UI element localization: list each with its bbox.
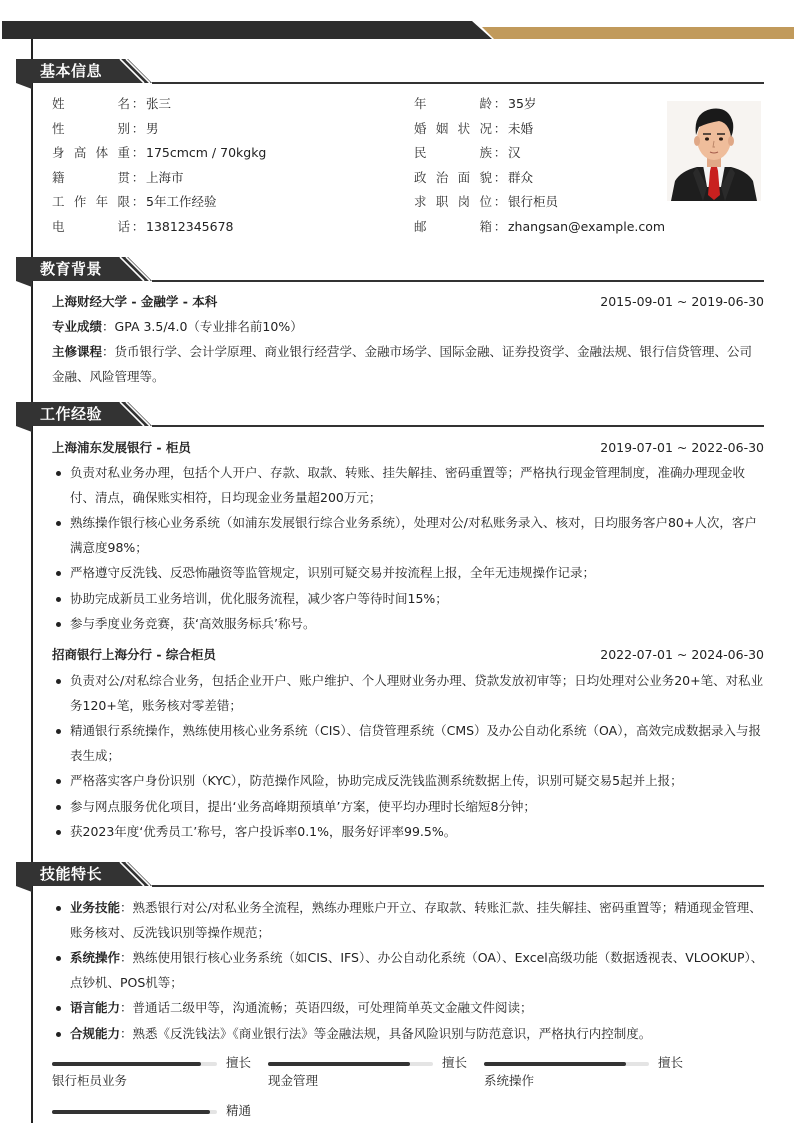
education-entry-header — [52, 292, 764, 312]
info-row-age: 年龄 ： 35岁 — [414, 96, 537, 111]
list-item: 精通银行系统操作，熟练使用核心业务系统（CIS）、信贷管理系统（CMS）及办公自动化系统（OA），高效完成数据录入与报表生成； — [52, 719, 764, 768]
section-header-skills — [16, 862, 764, 886]
work-date: 2022-07-01 ~ 2024-06-30 — [600, 647, 764, 662]
work-title: 上海浦东发展银行 - 柜员 — [52, 440, 191, 455]
list-item: 合规能力：熟悉《反洗钱法》《商业银行法》等金融法规，具备风险识别与防范意识，严格执行内控制度。 — [52, 1022, 764, 1047]
list-item: 语言能力：普通话二级甲等，沟通流畅；英语四级，可处理简单英文金融文件阅读； — [52, 996, 764, 1021]
section-title: 基本信息 — [40, 62, 103, 80]
section-header-work — [16, 402, 764, 426]
skill-label: 系统操作 — [484, 1073, 535, 1088]
skill-level: 擅长 — [442, 1055, 468, 1070]
list-item: 参与网点服务优化项目，提出‘业务高峰期预填单’方案，使平均办理时长缩短8分钟； — [52, 795, 764, 820]
list-item: 负责对私业务办理，包括个人开户、存款、取款、转账、挂失解挂、密码重置等；严格执行现金管理制度，准确办理现金收付、清点，确保账实相符，日均现金业务量超200万元； — [52, 461, 764, 510]
list-item: 参与季度业务竞赛，获‘高效服务标兵’称号。 — [52, 612, 764, 637]
info-row-hometown: 籍贯 ： 上海市 — [52, 170, 184, 185]
skill-label: 银行柜员业务 — [52, 1073, 128, 1088]
info-row-job-target: 求职岗位 ： 银行柜员 — [414, 194, 559, 209]
skill-level: 精通 — [226, 1103, 252, 1118]
section-title: 教育背景 — [40, 260, 103, 278]
work-bullets-1 — [52, 461, 764, 637]
section-divider — [152, 82, 764, 84]
education-courses — [52, 339, 764, 389]
list-item: 协助完成新员工业务培训，优化服务流程，减少客户等待时间15%； — [52, 587, 764, 612]
work-bullets-2 — [52, 669, 764, 845]
section-divider — [152, 280, 764, 282]
courses-value: ：货币银行学、会计学原理、商业银行经营学、金融市场学、国际金融、证券投资学、金融法规、银行信贷管理、公司金融、风险管理等。 — [52, 344, 753, 384]
skill-bar-fill — [268, 1062, 410, 1066]
list-item: 熟练操作银行核心业务系统（如浦东发展银行综合业务系统），处理对公/对私账务录入、核对，日均服务客户80+人次，客户满意度98%； — [52, 511, 764, 560]
skill-bar-teller — [52, 1056, 252, 1096]
gpa-value: ：GPA 3.5/4.0（专业排名前10%） — [102, 319, 303, 334]
skill-bar-fill — [52, 1110, 210, 1114]
skill-bar-4 — [52, 1104, 252, 1123]
section-header-basic-info — [16, 59, 764, 83]
work-date: 2019-07-01 ~ 2022-06-30 — [600, 440, 764, 455]
education-date: 2015-09-01 ~ 2019-06-30 — [600, 294, 764, 309]
avatar-photo — [667, 101, 761, 201]
gpa-label: 专业成绩 — [52, 319, 103, 334]
info-row-political-status: 政治面貌 ： 群众 — [414, 170, 534, 185]
education-title: 上海财经大学 - 金融学 - 本科 — [52, 294, 218, 309]
left-vertical-rule — [31, 39, 33, 1123]
diagonal-stripes-icon — [116, 257, 152, 281]
work-entry-header-1 — [52, 438, 764, 458]
diagonal-stripes-icon — [116, 59, 152, 83]
list-item: 严格落实客户身份识别（KYC），防范操作风险，协助完成反洗钱监测系统数据上传，识别可疑交易5起并上报； — [52, 769, 764, 794]
diagonal-stripes-icon — [116, 402, 152, 426]
skill-bar-fill — [52, 1062, 201, 1066]
list-item: 负责对公/对私综合业务，包括企业开户、账户维护、个人理财业务办理、贷款发放初审等；日均处理对公业务20+笔、对私业务120+笔，账务核对零差错； — [52, 669, 764, 718]
skill-bar-cash — [268, 1056, 468, 1096]
list-item: 严格遵守反洗钱、反恐怖融资等监管规定，识别可疑交易并按流程上报，全年无违规操作记录； — [52, 561, 764, 586]
header-bar-dark — [2, 21, 492, 39]
skill-bar-systems — [484, 1056, 684, 1096]
portrait-icon — [667, 101, 761, 201]
list-item: 系统操作：熟练使用银行核心业务系统（如CIS、IFS）、办公自动化系统（OA）、Excel高级功能（数据透视表、VLOOKUP）、点钞机、POS机等； — [52, 946, 764, 995]
work-title: 招商银行上海分行 - 综合柜员 — [52, 647, 216, 662]
info-row-gender: 性别 ： 男 — [52, 121, 159, 136]
skill-bar-track — [52, 1062, 217, 1066]
section-title: 工作经验 — [40, 405, 103, 423]
skill-bar-track — [484, 1062, 649, 1066]
skill-bar-track — [52, 1110, 217, 1114]
skills-bullets — [52, 896, 764, 1046]
info-row-work-years: 工作年限 ： 5年工作经验 — [52, 194, 217, 209]
skill-bar-track — [268, 1062, 433, 1066]
info-row-phone: 电话 ： 13812345678 — [52, 219, 234, 234]
skill-level: 擅长 — [658, 1055, 684, 1070]
info-row-height-weight: 身高体重 ： 175cmcm / 70kgkg — [52, 145, 267, 160]
section-header-education — [16, 257, 764, 281]
header-decoration-bar — [2, 21, 794, 39]
info-row-name: 姓名 ： 张三 — [52, 96, 172, 111]
courses-label: 主修课程 — [52, 344, 103, 359]
work-entry-header-2 — [52, 645, 764, 665]
info-row-marital-status: 婚姻状况 ： 未婚 — [414, 121, 534, 136]
list-item: 获2023年度‘优秀员工’称号，客户投诉率0.1%，服务好评率99.5%。 — [52, 820, 764, 845]
info-row-email: 邮箱 ： zhangsan@example.com — [414, 219, 666, 234]
section-divider — [152, 885, 764, 887]
skill-level: 擅长 — [226, 1055, 252, 1070]
list-item: 业务技能：熟悉银行对公/对私业务全流程，熟练办理账户开立、存取款、转账汇款、挂失解挂、密码重置等；精通现金管理、账务核对、反洗钱识别等操作规范； — [52, 896, 764, 945]
header-bar-gold — [482, 27, 794, 39]
diagonal-stripes-icon — [116, 862, 152, 886]
info-row-ethnicity: 民族 ： 汉 — [414, 145, 521, 160]
skill-bar-fill — [484, 1062, 626, 1066]
education-gpa — [52, 314, 764, 339]
section-divider — [152, 425, 764, 427]
skill-label: 现金管理 — [268, 1073, 319, 1088]
section-title: 技能特长 — [40, 865, 103, 883]
